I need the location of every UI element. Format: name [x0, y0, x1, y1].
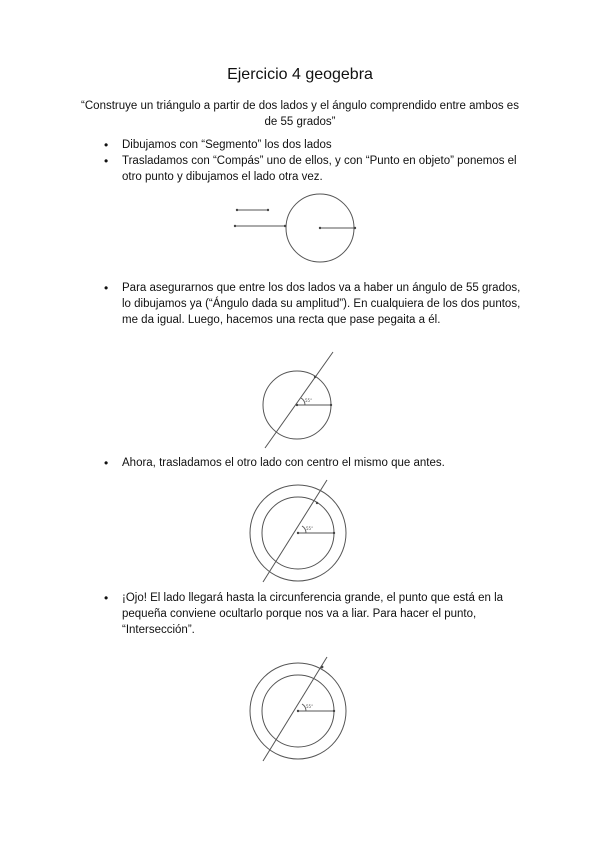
- step-item: [102, 137, 522, 153]
- figure-segments-compass: [230, 190, 370, 265]
- figure-angle-line: [255, 350, 345, 450]
- step-item: [102, 455, 522, 471]
- secant-line: [265, 352, 333, 448]
- step-text: Trasladamos con “Compás” uno de ellos, y con “Punto en objeto” ponemos el otro punto y dibujamos el lado otra vez.: [122, 155, 517, 183]
- step-text: Para asegurarnos que entre los dos lados va a haber un ángulo de 55 grados, lo dibujamos ya (“Ángulo dada su amplitud”). En cualquiera de los dos puntos, me da igual. Luego, hacemos una recta que pase pegaita a él.: [122, 282, 521, 326]
- figure-final-construction: [245, 655, 355, 765]
- figure-concentric-circles: [245, 478, 355, 586]
- steps-list-4: [102, 590, 522, 638]
- steps-list-2: [102, 280, 522, 328]
- angle-label: 55°: [305, 398, 313, 403]
- angle-label: 55°: [306, 526, 314, 531]
- steps-list-3: [102, 455, 522, 471]
- step-text: Dibujamos con “Segmento” los dos lados: [122, 139, 332, 151]
- step-item: [102, 280, 522, 328]
- secant-line: [263, 657, 327, 761]
- exercise-statement: “Construye un triángulo a partir de dos lados y el ángulo comprendido entre ambos es de 55 grados”: [81, 100, 519, 128]
- steps-list-1: [102, 137, 522, 185]
- step-text: ¡Ojo! El lado llegará hasta la circunferencia grande, el punto que está en la pequeña conviene ocultarlo porque nos va a liar. Para hacer el punto, “Intersección”.: [122, 592, 504, 636]
- angle-label: 55°: [306, 704, 314, 709]
- step-item: [102, 153, 522, 185]
- step-text: Ahora, trasladamos el otro lado con centro el mismo que antes.: [122, 457, 445, 469]
- page-title: Ejercicio 4 geogebra: [227, 66, 373, 83]
- secant-line: [263, 480, 327, 582]
- step-item: [102, 590, 522, 638]
